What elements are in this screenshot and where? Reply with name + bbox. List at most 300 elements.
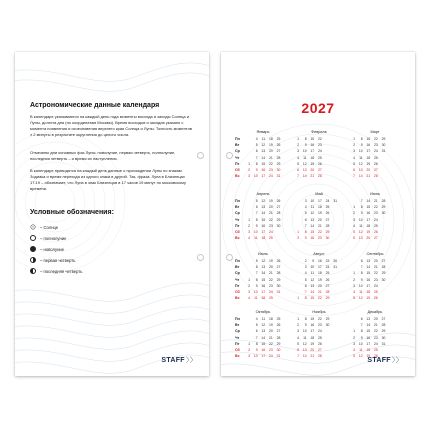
calendar-day: 26 (374, 230, 378, 234)
calendar-day: 10 (302, 329, 307, 334)
weekday-label: Вс (235, 174, 240, 179)
calendar-day: 2 (304, 259, 307, 263)
calendar-day: 13 (366, 259, 371, 263)
calendar-day: 5 (255, 259, 258, 263)
weekday-label: Сб (235, 168, 240, 172)
calendar-day: 13 (261, 149, 266, 154)
calendar-year: 2027 (301, 100, 335, 116)
calendar-day: 24 (374, 217, 378, 222)
calendar-day: 19 (366, 296, 371, 301)
calendar-day: 10 (310, 265, 315, 270)
calendar-day: 7 (297, 174, 299, 179)
calendar-day: 24 (318, 329, 322, 334)
calendar-day: 4 (297, 155, 299, 160)
weekday-label: Пн (235, 259, 240, 263)
calendar-day: 9 (255, 223, 258, 228)
calendar-day: 5 (304, 211, 307, 216)
calendar-day: 9 (255, 283, 258, 288)
calendar-day: 9 (312, 259, 315, 263)
calendar-day: 14 (366, 199, 371, 203)
weekday-label: Вт (235, 143, 240, 148)
calendar-day: 20 (374, 317, 378, 321)
calendar-day: 12 (261, 143, 266, 148)
calendar-day: 29 (325, 317, 330, 321)
calendar-day: 15 (310, 317, 315, 321)
calendar-day: 25 (276, 317, 281, 321)
calendar-day: 12 (261, 199, 266, 203)
calendar-day: 22 (269, 161, 273, 166)
calendar-day: 16 (310, 236, 315, 241)
calendar-day: 11 (261, 137, 266, 141)
calendar-day: 1 (297, 230, 299, 234)
calendar-day: 28 (381, 265, 386, 270)
calendar-day: 15 (310, 296, 315, 301)
calendar-day: 14 (302, 354, 307, 359)
calendar-day: 25 (374, 290, 378, 294)
calendar-day: 21 (374, 199, 378, 203)
calendar-day: 23 (269, 223, 273, 228)
calendar-day: 30 (325, 323, 330, 328)
calendar-day: 3 (248, 290, 250, 294)
calendar-day: 24 (374, 149, 378, 154)
calendar-day: 6 (297, 348, 299, 352)
calendar-day: 24 (269, 354, 273, 359)
calendar-day: 16 (366, 335, 371, 340)
calendar-day: 2 (248, 283, 250, 288)
calendar-day: 11 (254, 296, 258, 301)
calendar-day: 4 (304, 205, 307, 210)
calendar-day: 19 (366, 161, 371, 166)
legend-item: – новолуние (30, 246, 64, 252)
calendar-day: 9 (304, 236, 307, 241)
calendar-day: 17 (318, 199, 322, 203)
paragraph-zodiac: В календаре приводятся на каждый день данные о прохождении Луны по знакам Зодиака и время перехода из одного знака в другой. Так, фраза: Луна в Близнецах 17:19 – обозначает, что Луна в знак Близнецов в 17 часов 19 минут по московскому времени. (30, 168, 186, 191)
calendar-day: 14 (302, 174, 307, 179)
calendar-day: 17 (261, 230, 266, 234)
calendar-day: 13 (358, 168, 363, 172)
calendar-day: 22 (269, 341, 273, 346)
calendar-day: 16 (366, 211, 371, 216)
calendar-day: 4 (255, 137, 258, 141)
calendar-day: 5 (255, 199, 258, 203)
calendar-day: 26 (276, 199, 281, 203)
calendar-day: 17 (318, 265, 322, 270)
month-name: Июль (258, 252, 268, 256)
brand-logo: STAFF〉〉 (161, 357, 197, 364)
calendar-day: 1 (248, 161, 250, 166)
calendar-day: 11 (303, 335, 307, 340)
legend-item: – Солнце (30, 224, 58, 230)
calendar-day: 8 (360, 329, 363, 334)
calendar-day: 13 (358, 236, 363, 241)
month-block (235, 252, 291, 318)
calendar-day: 24 (269, 174, 273, 179)
calendar-day: 8 (360, 271, 363, 276)
calendar-day: 5 (297, 161, 299, 166)
calendar-day: 8 (304, 317, 307, 321)
calendar-day: 8 (255, 341, 258, 346)
calendar-day: 29 (381, 329, 386, 334)
calendar-day: 12 (310, 211, 315, 216)
calendar-day: 11 (310, 205, 315, 210)
page-title: Астрономические данные календаря (30, 102, 160, 109)
calendar-day: 12 (310, 277, 315, 282)
calendar-day: 8 (360, 137, 363, 141)
calendar-day: 4 (353, 223, 355, 228)
calendar-day: 21 (318, 223, 322, 228)
calendar-day: 18 (269, 317, 273, 321)
weekday-label: Вс (235, 354, 240, 359)
brand-logo: STAFF〉〉 (367, 357, 403, 364)
calendar-day: 24 (325, 199, 330, 203)
calendar-day: 30 (381, 335, 386, 340)
calendar-day: 23 (269, 283, 273, 288)
calendar-day: 3 (304, 265, 307, 270)
calendar-day: 3 (353, 341, 355, 346)
calendar-day: 27 (276, 265, 281, 270)
calendar-day: 15 (261, 341, 266, 346)
calendar-day: 1 (248, 217, 250, 222)
calendar-day: 25 (269, 236, 273, 241)
calendar-day: 22 (318, 296, 322, 301)
calendar-day: 31 (381, 341, 386, 346)
calendar-day: 24 (269, 290, 273, 294)
calendar-day: 31 (276, 290, 281, 294)
calendar-day: 10 (358, 149, 363, 154)
calendar-day: 20 (269, 205, 273, 210)
calendar-day: 29 (276, 341, 281, 346)
weekday-label: Сб (235, 290, 240, 294)
calendar-day: 6 (360, 317, 363, 321)
calendar-day: 3 (248, 174, 250, 179)
calendar-day: 2 (297, 323, 299, 328)
calendar-day: 5 (255, 323, 258, 328)
calendar-day: 29 (276, 217, 281, 222)
calendar-day: 28 (276, 155, 281, 160)
calendar-day: 9 (304, 323, 307, 328)
month-block (347, 252, 403, 318)
calendar-day: 25 (374, 223, 378, 228)
calendar-day: 3 (297, 329, 299, 334)
weekday-label: Вт (235, 323, 240, 328)
calendar-day: 27 (381, 259, 386, 263)
month-name: Февраль (311, 130, 327, 134)
calendar-day: 31 (276, 354, 281, 359)
calendar-day: 21 (374, 323, 378, 328)
calendar-day: 8 (255, 277, 258, 282)
calendar-day: 17 (310, 149, 315, 154)
calendar-day: 6 (255, 265, 258, 270)
calendar-day: 13 (310, 283, 315, 288)
sun-icon (30, 224, 36, 230)
calendar-day: 18 (261, 236, 266, 241)
month-block (291, 310, 347, 376)
calendar-day: 3 (248, 354, 250, 359)
calendar-day: 2 (297, 236, 299, 241)
calendar-day: 15 (366, 205, 371, 210)
calendar-day: 1 (353, 271, 355, 276)
calendar-day: 23 (374, 277, 378, 282)
calendar-day: 4 (353, 348, 355, 352)
weekday-label: Пт (235, 223, 240, 228)
calendar-day: 2 (353, 277, 355, 282)
calendar-day: 3 (353, 283, 355, 288)
calendar-day: 30 (381, 277, 386, 282)
calendar-day: 13 (366, 317, 371, 321)
calendar-day: 19 (269, 259, 273, 263)
calendar-day: 31 (333, 265, 337, 270)
calendar-day: 8 (304, 296, 307, 301)
new-moon-icon (30, 246, 36, 252)
calendar-day: 28 (318, 354, 322, 359)
calendar-day: 4 (297, 335, 299, 340)
month-block (291, 130, 347, 196)
weekday-label: Ср (235, 329, 240, 334)
calendar-day: 10 (253, 174, 258, 179)
calendar-day: 22 (318, 137, 322, 141)
month-block (347, 192, 403, 258)
calendar-day: 14 (366, 265, 371, 270)
calendar-day: 1 (353, 329, 355, 334)
calendar-day: 26 (318, 161, 322, 166)
calendar-day: 16 (366, 277, 371, 282)
last-quarter-icon (30, 268, 36, 274)
calendar-day: 7 (255, 335, 258, 340)
calendar-day: 30 (276, 283, 281, 288)
calendar-day: 11 (303, 155, 307, 160)
calendar-day: 19 (366, 354, 371, 359)
calendar-day: 2 (248, 348, 250, 352)
calendar-day: 5 (353, 296, 355, 301)
calendar-day: 22 (374, 137, 378, 141)
calendar-day: 17 (366, 283, 371, 288)
calendar-day: 25 (325, 205, 330, 210)
weekday-label: Вс (235, 296, 240, 301)
calendar-day: 13 (261, 329, 266, 334)
calendar-day: 29 (276, 161, 281, 166)
calendar-day: 22 (374, 205, 378, 210)
calendar-day: 19 (366, 230, 371, 234)
month-name: Декабрь (367, 310, 383, 314)
weekday-label: Чт (235, 217, 240, 222)
calendar-day: 19 (269, 323, 273, 328)
calendar-day: 15 (261, 217, 266, 222)
calendar-day: 12 (358, 230, 363, 234)
calendar-day: 12 (302, 341, 307, 346)
calendar-day: 23 (318, 323, 322, 328)
calendar-day: 23 (269, 348, 273, 352)
calendar-day: 4 (304, 271, 307, 276)
calendar-day: 22 (318, 230, 322, 234)
weekday-label: Вт (235, 205, 240, 210)
calendar-day: 21 (310, 174, 315, 179)
calendar-day: 16 (366, 143, 371, 148)
calendar-day: 10 (358, 283, 363, 288)
weekday-label: Пт (235, 161, 240, 166)
paragraph-moon-phases: Отмечены дни основных фаз Луны: новолуние, первая четверть, полнолуние, последняя четверть – и время их наступления. (30, 150, 176, 161)
calendar-day: 6 (255, 149, 258, 154)
calendar-day: 30 (325, 236, 330, 241)
right-calendar-page (221, 52, 415, 376)
calendar-day: 18 (269, 137, 273, 141)
calendar-day: 8 (304, 137, 307, 141)
month-block (235, 192, 291, 258)
calendar-day: 12 (358, 354, 363, 359)
full-moon-icon (30, 235, 36, 241)
calendar-day: 29 (381, 205, 386, 210)
calendar-day: 31 (333, 199, 337, 203)
calendar-day: 18 (366, 348, 371, 352)
calendar-day: 2 (248, 223, 250, 228)
calendar-day: 21 (269, 211, 273, 216)
calendar-day: 17 (366, 149, 371, 154)
calendar-day: 25 (276, 137, 281, 141)
calendar-day: 17 (261, 174, 266, 179)
calendar-day: 15 (310, 137, 315, 141)
first-quarter-icon (30, 257, 36, 263)
weekday-label: Пт (235, 341, 240, 346)
weekday-label: Чт (235, 155, 240, 160)
calendar-day: 7 (360, 323, 363, 328)
calendar-day: 20 (374, 259, 378, 263)
calendar-day: 2 (353, 143, 355, 148)
calendar-day: 26 (276, 259, 281, 263)
legend-item: – полнолуние (30, 235, 67, 241)
calendar-day: 20 (318, 217, 322, 222)
calendar-day: 25 (318, 155, 322, 160)
calendar-day: 25 (269, 296, 273, 301)
calendar-day: 28 (381, 199, 386, 203)
calendar-day: 18 (318, 271, 322, 276)
left-calendar-page (15, 52, 209, 376)
calendar-day: 13 (310, 217, 315, 222)
calendar-day: 20 (269, 329, 273, 334)
calendar-day: 28 (318, 174, 322, 179)
calendar-day: 13 (302, 168, 307, 172)
calendar-day: 26 (325, 277, 330, 282)
calendar-day: 1 (353, 137, 355, 141)
calendar-day: 10 (253, 290, 258, 294)
month-block (347, 130, 403, 196)
calendar-day: 11 (310, 271, 315, 276)
calendar-day: 12 (261, 323, 266, 328)
calendar-day: 15 (366, 271, 371, 276)
month-block (235, 130, 291, 196)
calendar-day: 28 (381, 323, 386, 328)
weekday-label: Вт (235, 265, 240, 270)
calendar-day: 26 (325, 211, 330, 216)
calendar-day: 11 (254, 236, 258, 241)
calendar-day: 27 (374, 168, 378, 172)
calendar-day: 3 (248, 230, 250, 234)
calendar-day: 26 (276, 143, 281, 148)
calendar-day: 17 (261, 290, 266, 294)
calendar-day: 15 (310, 230, 315, 234)
calendar-day: 28 (276, 211, 281, 216)
month-name: Май (315, 192, 323, 196)
weekday-label: Пн (235, 137, 240, 141)
calendar-day: 22 (374, 329, 378, 334)
calendar-day: 5 (353, 354, 355, 359)
calendar-day: 12 (358, 161, 363, 166)
month-name: Март (370, 130, 380, 134)
calendar-day: 24 (269, 230, 273, 234)
calendar-day: 17 (366, 341, 371, 346)
calendar-day: 9 (255, 348, 258, 352)
calendar-day: 11 (359, 223, 363, 228)
legend-item: – первая четверть (30, 257, 76, 263)
calendar-day: 23 (374, 143, 378, 148)
calendar-day: 9 (255, 168, 258, 172)
calendar-day: 6 (353, 236, 355, 241)
calendar-day: 7 (255, 271, 258, 276)
calendar-day: 7 (304, 223, 307, 228)
calendar-day: 29 (276, 277, 281, 282)
calendar-day: 16 (261, 168, 266, 172)
month-block (291, 252, 347, 318)
calendar-day: 13 (302, 348, 307, 352)
calendar-day: 1 (297, 317, 299, 321)
calendar-day: 16 (261, 348, 266, 352)
calendar-day: 23 (318, 236, 322, 241)
calendar-day: 27 (276, 149, 281, 154)
calendar-day: 29 (325, 296, 330, 301)
calendar-day: 1 (297, 296, 299, 301)
calendar-day: 29 (381, 271, 386, 276)
calendar-day: 6 (360, 259, 363, 263)
month-name: Ноябрь (312, 310, 326, 314)
calendar-day: 16 (261, 223, 266, 228)
weekday-label: Ср (235, 149, 240, 154)
calendar-day: 25 (374, 155, 378, 160)
calendar-day: 2 (248, 168, 250, 172)
calendar-day: 4 (248, 296, 250, 301)
calendar-day: 21 (269, 335, 273, 340)
binder-hole (197, 152, 204, 159)
calendar-day: 20 (269, 149, 273, 154)
calendar-day: 5 (353, 161, 355, 166)
calendar-day: 7 (255, 211, 258, 216)
binder-hole (226, 152, 233, 159)
calendar-day: 18 (310, 155, 315, 160)
calendar-day: 7 (255, 155, 258, 160)
calendar-day: 18 (318, 205, 322, 210)
calendar-day: 17 (310, 329, 315, 334)
month-block (291, 192, 347, 258)
calendar-day: 24 (325, 265, 330, 270)
month-block (235, 310, 291, 376)
calendar-day: 22 (269, 217, 273, 222)
weekday-label: Чт (235, 335, 240, 340)
calendar-day: 16 (310, 143, 315, 148)
calendar-day: 22 (318, 317, 322, 321)
calendar-day: 25 (325, 271, 330, 276)
weekday-label: Ср (235, 271, 240, 276)
calendar-day: 28 (276, 271, 281, 276)
calendar-day: 10 (302, 149, 307, 154)
calendar-day: 21 (310, 354, 315, 359)
calendar-day: 30 (381, 143, 386, 148)
calendar-day: 5 (255, 143, 258, 148)
legend-title: Условные обозначения: (30, 209, 114, 216)
calendar-day: 27 (381, 317, 386, 321)
calendar-day: 28 (374, 174, 378, 179)
calendar-day: 6 (255, 205, 258, 210)
calendar-day: 15 (366, 329, 371, 334)
calendar-day: 2 (353, 211, 355, 216)
calendar-day: 24 (374, 341, 378, 346)
calendar-day: 29 (381, 137, 386, 141)
